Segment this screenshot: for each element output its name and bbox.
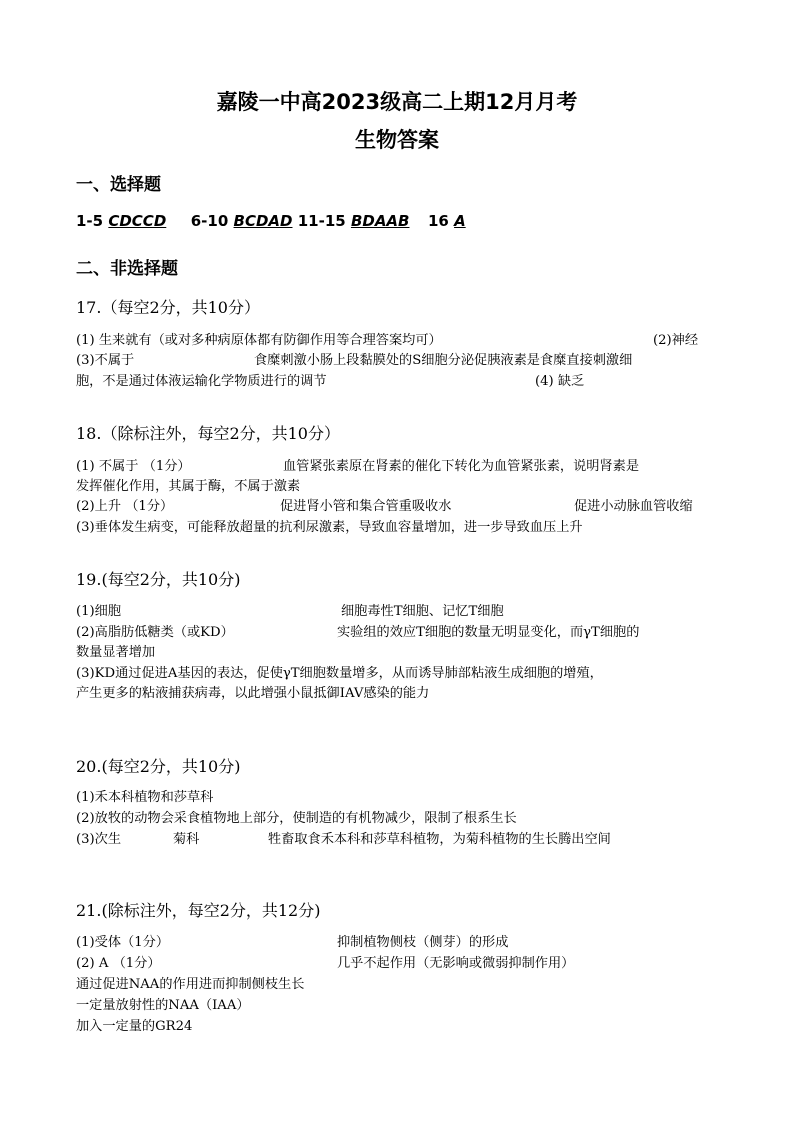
range-16: 16	[427, 212, 449, 230]
q18-answer-1: (1) 不属于 （1分）	[76, 459, 191, 474]
q20-answer-2: (2)放牧的动物会采食植物地上部分，使制造的有机物减少，限制了根系生长	[76, 811, 517, 826]
q19-answer-3: (3)KD通过促进A基因的表达，促使γT细胞数量增多，从而诱导肺部粘液生成细胞的增殖，	[76, 666, 603, 681]
q19-answer-2: (2)高脂肪低糖类（或KD）	[76, 625, 234, 640]
q19-answer-1: (1)细胞	[76, 604, 122, 619]
section-heading-choice: 一、选择题	[76, 175, 161, 195]
q18-answer-2b: 促进肾小管和集合管重吸收水	[280, 499, 452, 514]
range-11-15: 11-15	[297, 212, 346, 230]
q18-answer-1-reason: 血管紧张素原在肾素的催化下转化为血管紧张素，说明肾素是	[283, 459, 640, 474]
q19-header: 19.(每空2分，共10分)	[76, 570, 241, 589]
q19-answer-2b: 实验组的效应T细胞的数量无明显变化，而γT细胞的	[337, 625, 640, 640]
q18-answer-3: (3)垂体发生病变，可能释放超量的抗利尿激素，导致血容量增加，进一步导致血压上升	[76, 520, 583, 535]
q21-header: 21.(除标注外，每空2分，共12分)	[76, 901, 321, 920]
q20-answer-1: (1)禾本科植物和莎草科	[76, 790, 214, 805]
q19-answer-2b-cont: 数量显著增加	[76, 645, 156, 660]
q17-answer-1: (1) 生来就有（或对多种病原体都有防御作用等合理答案均可）	[76, 333, 442, 348]
answer-16: A	[454, 212, 466, 230]
q17-answer-4: (4) 缺乏	[535, 374, 585, 389]
section-heading-nonchoice: 二、非选择题	[76, 259, 178, 279]
q20-answer-3c: 牲畜取食禾本科和莎草科植物，为菊科植物的生长腾出空间	[268, 832, 611, 847]
q17-answer-3-reason-cont: 胞，不是通过体液运输化学物质进行的调节	[76, 374, 327, 389]
q19-answer-3-cont: 产生更多的粘液捕获病毒，以此增强小鼠抵御IAV感染的能力	[76, 686, 430, 701]
q20-header: 20.(每空2分，共10分)	[76, 757, 241, 776]
q17-header: 17.（每空2分，共10分）	[76, 298, 260, 317]
q18-answer-2c: 促进小动脉血管收缩	[574, 499, 693, 514]
choice-answers	[76, 212, 466, 230]
q20-answer-3b: 菊科	[173, 832, 200, 847]
q18-answer-2: (2)上升 （1分）	[76, 499, 174, 514]
q17-answer-3: (3)不属于	[76, 353, 135, 368]
range-1-5: 1-5	[76, 212, 104, 230]
answer-11-15: BDAAB	[350, 212, 410, 230]
answer-1-5: CDCCD	[108, 212, 167, 230]
q21-answer-4: 一定量放射性的NAA（IAA）	[76, 998, 250, 1013]
q20-answer-3: (3)次生	[76, 832, 122, 847]
page-title: 嘉陵一中高2023级高二上期12月月考	[216, 90, 578, 114]
page-subtitle: 生物答案	[355, 128, 439, 152]
q21-answer-3: 通过促进NAA的作用进而抑制侧枝生长	[76, 977, 305, 992]
q21-answer-1: (1)受体（1分）	[76, 935, 170, 950]
q19-answer-1b: 细胞毒性T细胞、记忆T细胞	[341, 604, 504, 619]
q18-answer-1-reason-cont: 发挥催化作用，其属于酶，不属于激素	[76, 479, 301, 494]
range-6-10: 6-10	[190, 212, 229, 230]
q21-answer-2: (2) A （1分）	[76, 956, 161, 971]
q18-header: 18.（除标注外，每空2分，共10分）	[76, 424, 340, 443]
q21-answer-1b: 抑制植物侧枝（侧芽）的形成	[337, 935, 509, 950]
q17-answer-2: (2)神经	[653, 333, 699, 348]
q17-answer-3-reason: 食糜刺激小肠上段黏膜处的S细胞分泌促胰液素是食糜直接刺激细	[254, 353, 633, 368]
q21-answer-2b: 几乎不起作用（无影响或微弱抑制作用）	[337, 956, 575, 971]
answer-6-10: BCDAD	[233, 212, 293, 230]
q21-answer-5: 加入一定量的GR24	[76, 1019, 193, 1034]
